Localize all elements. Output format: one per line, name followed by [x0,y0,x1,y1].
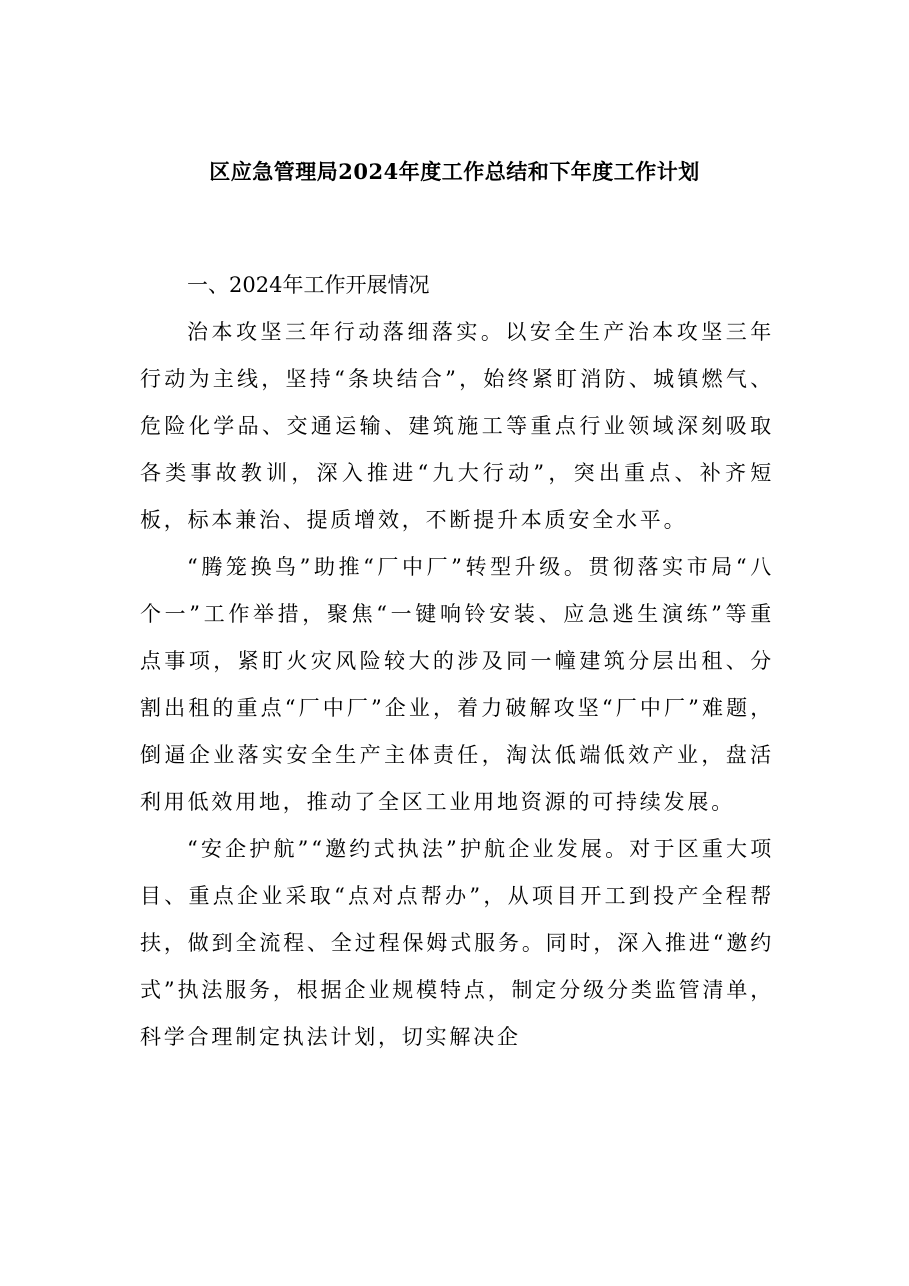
document-body [140,262,774,1061]
paragraph-2: “腾笼换鸟”助推“厂中厂”转型升级。贯彻落实市局“八个一”工作举措，聚焦“一键响铃安装、应急逃生演练”等重点事项，紧盯火灾风险较大的涉及同一幢建筑分层出租、分割出租的重点“厂中厂”企业，着力破解攻坚“厂中厂”难题，倒逼企业落实安全生产主体责任，淘汰低端低效产业，盘活利用低效用地，推动了全区工业用地资源的可持续发展。 [140,555,774,814]
section-heading: 一、2024年工作开展情况 [187,273,430,297]
paragraph-3: “安企护航”“邀约式执法”护航企业发展。对于区重大项目、重点企业采取“点对点帮办”，从项目开工到投产全程帮扶，做到全流程、全过程保姆式服务。同时，深入推进“邀约式”执法服务，根据企业规模特点，制定分级分类监管清单，科学合理制定执法计划，切实解决企 [140,837,774,1049]
paragraph-1: 治本攻坚三年行动落细落实。以安全生产治本攻坚三年行动为主线，坚持“条块结合”，始终紧盯消防、城镇燃气、危险化学品、交通运输、建筑施工等重点行业领域深刻吸取各类事故教训，深入推进“九大行动”，突出重点、补齐短板，标本兼治、提质增效，不断提升本质安全水平。 [140,320,774,532]
document-title: 区应急管理局2024年度工作总结和下年度工作计划 [209,159,700,184]
